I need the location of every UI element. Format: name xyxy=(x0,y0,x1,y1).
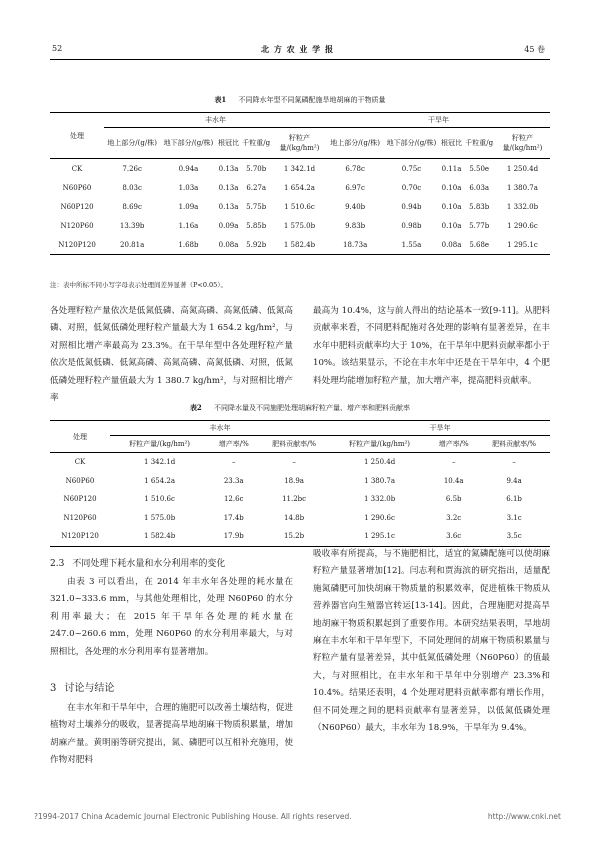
table-cell: – xyxy=(231,458,236,467)
table-cell: 1 380.7a xyxy=(364,476,396,485)
body-column-left-2 xyxy=(50,574,293,661)
table-cell: 1.09a xyxy=(178,202,199,211)
paragraph: 在丰水年和干旱年中，合理的施肥可以改善土壤结构，促进植物对土壤养分的吸收，显著提高旱地胡麻干物质积累量，增加胡麻产量。黄明丽等研究提出，氮、磷肥可以互相补充施用，使作物对肥料 xyxy=(50,703,293,766)
table-cell: 3.5c xyxy=(478,527,550,546)
table-cell: N60P120 xyxy=(63,495,97,504)
table-cell: 1 290.6c xyxy=(507,221,538,230)
table-cell: N120P120 xyxy=(50,527,110,546)
table-cell: CK xyxy=(71,164,83,173)
table-row xyxy=(50,453,550,472)
table-cell: 11.2bc xyxy=(282,495,307,504)
table-row xyxy=(50,472,550,491)
journal-title: 北 方 农 业 学 报 xyxy=(261,44,334,54)
table-cell: 1 654.2a xyxy=(284,183,315,192)
table-cell: 0.75c xyxy=(401,164,422,173)
footer-link[interactable]: http://www.cnki.net xyxy=(487,812,561,821)
table-cell: 1 342.1d xyxy=(283,164,316,173)
table-cell: 8.69c xyxy=(122,202,142,211)
table-cell: 1 510.6c xyxy=(144,495,175,504)
table1-col-header: 千粒重/g xyxy=(240,128,272,159)
volume-label: 45 卷 xyxy=(524,45,545,54)
table-cell: 6.27a xyxy=(246,183,267,192)
table-cell: 15.2b xyxy=(258,527,330,546)
table-cell: 0.10a xyxy=(441,221,462,230)
table-cell: N120P120 xyxy=(50,235,104,255)
table-cell: 14.8b xyxy=(284,513,305,522)
table1-col-header: 根冠比 xyxy=(217,128,241,159)
table-cell: 6.1b xyxy=(506,495,522,504)
table-cell: 1 332.0b xyxy=(506,202,539,211)
table-cell: N60P120 xyxy=(60,202,94,211)
table-cell: 10.4a xyxy=(443,476,464,485)
table-cell: 1 510.6c xyxy=(284,202,315,211)
table-row xyxy=(50,235,550,255)
table-cell: 3.2c xyxy=(446,513,462,522)
table-cell: 5.50e xyxy=(469,164,490,173)
table-cell: 0.13a xyxy=(218,164,239,173)
table-cell: CK xyxy=(74,458,86,467)
table1-col-header: 籽粒产量/(kg/hm²) xyxy=(495,128,550,159)
table1-col-header: 地上部分/(g/株) xyxy=(327,128,383,159)
paragraph: 各处理籽粒产量依次是低氮低磷、高氮高磷、高氮低磷、低氮高磷、对照，低氮低磷处理籽粒产量最大为 1 654.2 kg/hm²，与对照相比增产率最高为 23.3%。在干旱年型中各处理籽粒产量依次是低氮低磷、低氮高磷、高氮高磷、高氮低磷、对照，低氮低磷处理籽粒产量值最大为 1 380.7 kg/hm²，与对照相比增产率 xyxy=(50,306,293,404)
table-cell: 7.26c xyxy=(122,164,142,173)
table1-col-header: 地下部分/(g/株) xyxy=(383,128,439,159)
table1-title: 不同降水年型不同氮磷配施旱地胡麻的干物质量 xyxy=(238,96,386,104)
copyright-notice: ?1994-2017 China Academic Journal Electronic Publishing House. All rights reserved. xyxy=(34,812,352,821)
table1-col-header: 千粒重/g xyxy=(463,128,495,159)
table-row xyxy=(50,490,550,509)
table-cell: 5.75b xyxy=(246,202,267,211)
table1-note: 注：表中所标不同小写字母表示处理间差异显著（P<0.05）。 xyxy=(50,281,228,289)
table-cell: 3.6c xyxy=(429,527,478,546)
table-cell: N60P60 xyxy=(62,183,92,192)
table-cell: 17.4b xyxy=(223,513,244,522)
table2-treatment-header: 处理 xyxy=(50,421,110,453)
table-cell: 9.83b xyxy=(345,221,366,230)
table-row xyxy=(50,509,550,528)
table2-col-header: 增产率/% xyxy=(429,436,478,453)
table1-col-header: 地下部分/(g/株) xyxy=(160,128,216,159)
table1-wet-year-header: 丰水年 xyxy=(104,113,327,128)
table-cell: 6.78c xyxy=(345,164,365,173)
table1-caption xyxy=(50,95,550,105)
table-cell: 0.98b xyxy=(401,221,422,230)
body-column-left-3 xyxy=(50,700,293,770)
table-cell: 9.40b xyxy=(345,202,366,211)
table-cell: 1 575.0b xyxy=(283,221,316,230)
table-cell: 3.1c xyxy=(506,513,522,522)
page-footer xyxy=(34,812,561,821)
table-cell: 0.08a xyxy=(217,235,241,255)
table1 xyxy=(50,112,550,255)
page-number: 52 xyxy=(52,44,63,53)
table-cell: 1 250.4d xyxy=(364,458,396,467)
section-heading-3 xyxy=(50,679,114,694)
section-number: 2.3 xyxy=(50,559,65,569)
table-cell: 20.81a xyxy=(104,235,160,255)
table-cell: 5.85b xyxy=(246,221,267,230)
table-cell: N120P60 xyxy=(63,513,97,522)
table2-col-header: 籽粒产量/(kg/hm²) xyxy=(110,436,209,453)
table-cell: 1 380.7a xyxy=(507,183,538,192)
table1-col-header: 籽粒产量/(kg/hm²) xyxy=(272,128,327,159)
table2-col-header: 籽粒产量/(kg/hm²) xyxy=(330,436,429,453)
section-number: 3 xyxy=(50,683,57,694)
body-column-left-1 xyxy=(50,303,293,407)
table1-number: 表1 xyxy=(214,95,227,104)
section-title: 不同处理下耗水量和水分利用率的变化 xyxy=(72,559,226,569)
table-cell: 17.9b xyxy=(209,527,258,546)
table-cell: 9.4a xyxy=(506,476,522,485)
table-cell: 1 295.1c xyxy=(330,527,429,546)
table-cell: 18.9a xyxy=(284,476,304,485)
table-cell: 0.09a xyxy=(218,221,239,230)
table-cell: 6.03a xyxy=(469,183,490,192)
table2-col-header: 肥料贡献率/% xyxy=(478,436,550,453)
table2-col-header: 肥料贡献率/% xyxy=(258,436,330,453)
paragraph: 最高为 10.4%，这与前人得出的结论基本一致[9-11]。从肥料贡献率来看，不同肥料配施对各处理的影响有显著差异，在丰水年中肥料贡献率均大于 10%，在干旱年中肥料贡献率都小于 10%。该结果显示，不论在丰水年中还是在干旱年中，4 个肥料处理均能增加籽粒产量，加大增产率，提高肥料贡献率。 xyxy=(313,306,550,386)
running-header xyxy=(0,44,595,58)
table-cell: 1 290.6c xyxy=(364,513,395,522)
table-cell: 6.97c xyxy=(345,183,365,192)
paragraph: 由表 3 可以看出，在 2014 年丰水年各处理的耗水量在 321.0~333.6 mm，与其他处理相比，处理 N60P60 的水分利用率最大；在 2015 年干旱年各处理的耗水量在 247.0~260.6 mm，处理 N60P60 的水分利用率最大，与对照相比，各处理的水分利用率有显著增加。 xyxy=(50,577,293,657)
table2 xyxy=(50,420,550,547)
table-cell: – xyxy=(512,458,516,467)
table-cell: 1.68b xyxy=(160,235,216,255)
table-cell: 0.70c xyxy=(401,183,422,192)
table1-dry-year-header: 干旱年 xyxy=(327,113,550,128)
table-cell: 5.92b xyxy=(240,235,272,255)
table1-col-header: 地上部分/(g/株) xyxy=(104,128,160,159)
table-row xyxy=(50,216,550,235)
table2-wet-year-header: 丰水年 xyxy=(110,421,330,436)
table-cell: – xyxy=(451,458,456,467)
table-cell: 18.73a xyxy=(327,235,383,255)
table-cell: 5.77b xyxy=(469,221,490,230)
table-cell: 0.94b xyxy=(401,202,422,211)
table-cell: 1 295.1c xyxy=(495,235,550,255)
table-cell: 12.6c xyxy=(223,495,244,504)
table-cell: 1 582.4b xyxy=(110,527,209,546)
table-row xyxy=(50,527,550,546)
table-cell: 5.68e xyxy=(463,235,495,255)
table-cell: 1.55a xyxy=(383,235,439,255)
table2-col-header: 增产率/% xyxy=(209,436,258,453)
table-cell: 13.39b xyxy=(119,221,145,230)
table-cell: N120P60 xyxy=(60,221,94,230)
table-cell: 1 582.4b xyxy=(272,235,327,255)
table-cell: 0.10a xyxy=(441,202,462,211)
body-column-right-2 xyxy=(313,546,550,737)
table-cell: 1.16a xyxy=(178,221,199,230)
table-cell: 1 250.4d xyxy=(506,164,539,173)
table-cell: 0.10a xyxy=(441,183,462,192)
table-cell: 0.13a xyxy=(218,202,239,211)
table1-col-header: 根冠比 xyxy=(440,128,464,159)
table-cell: 1 332.0b xyxy=(364,495,396,504)
table-cell: 1 342.1d xyxy=(144,458,176,467)
table-row xyxy=(50,197,550,216)
table-cell: – xyxy=(292,458,296,467)
table2-title: 不同降水量及不同施肥处理胡麻籽粒产量、增产率和肥料贡献率 xyxy=(214,404,411,412)
table-row xyxy=(50,178,550,197)
table2-caption xyxy=(50,403,550,413)
table2-number: 表2 xyxy=(189,403,202,412)
table-cell: 1.03a xyxy=(178,183,199,192)
table-cell: 0.08a xyxy=(440,235,464,255)
table-cell: 5.70b xyxy=(246,164,267,173)
table-cell: N60P60 xyxy=(65,476,95,485)
table-cell: 1 575.0b xyxy=(144,513,176,522)
table2-dry-year-header: 干旱年 xyxy=(330,421,550,436)
table-cell: 0.11a xyxy=(441,164,462,173)
table-cell: 23.3a xyxy=(223,476,244,485)
table-cell: 8.03c xyxy=(122,183,142,192)
table-cell: 5.83b xyxy=(469,202,490,211)
body-column-right-1 xyxy=(313,303,550,390)
table-cell: 0.94a xyxy=(178,164,199,173)
paragraph: 吸收率有所提高，与不施肥相比，适宜的氮磷配施可以使胡麻籽粒产量显著增加[12]。闫志利和贾海滨的研究指出，适量配施氮磷肥可加快胡麻干物质量的积累效率，促进植株干物质从营养器官向生殖器官转运[13-14]。因此，合理施肥对提高旱地胡麻干物质积累起到了重要作用。本研究结果表明，旱地胡麻在丰水年和干旱年型下，不同处理间的胡麻干物质积累量与籽粒产量有显著差异，其中低氮低磷处理（N60P60）的值最大，与对照相比，在丰水年和干旱年中分别增产 23.3%和 10.4%。结果还表明，4 个处理对肥料贡献率都有增长作用，但不同处理之间的肥料贡献率有显著差异，以低氮低磷处理（N60P60）最大，丰水年为 18.9%，干旱年为 9.4%。 xyxy=(313,549,550,734)
table-cell: 1 654.2a xyxy=(144,476,176,485)
table-row xyxy=(50,159,550,179)
section-title: 讨论与结论 xyxy=(64,683,115,694)
header-rule xyxy=(50,59,550,60)
table-cell: 6.5b xyxy=(445,495,462,504)
table1-treatment-header: 处理 xyxy=(50,113,104,159)
table-cell: 0.13a xyxy=(218,183,239,192)
section-heading-2-3 xyxy=(50,556,225,569)
